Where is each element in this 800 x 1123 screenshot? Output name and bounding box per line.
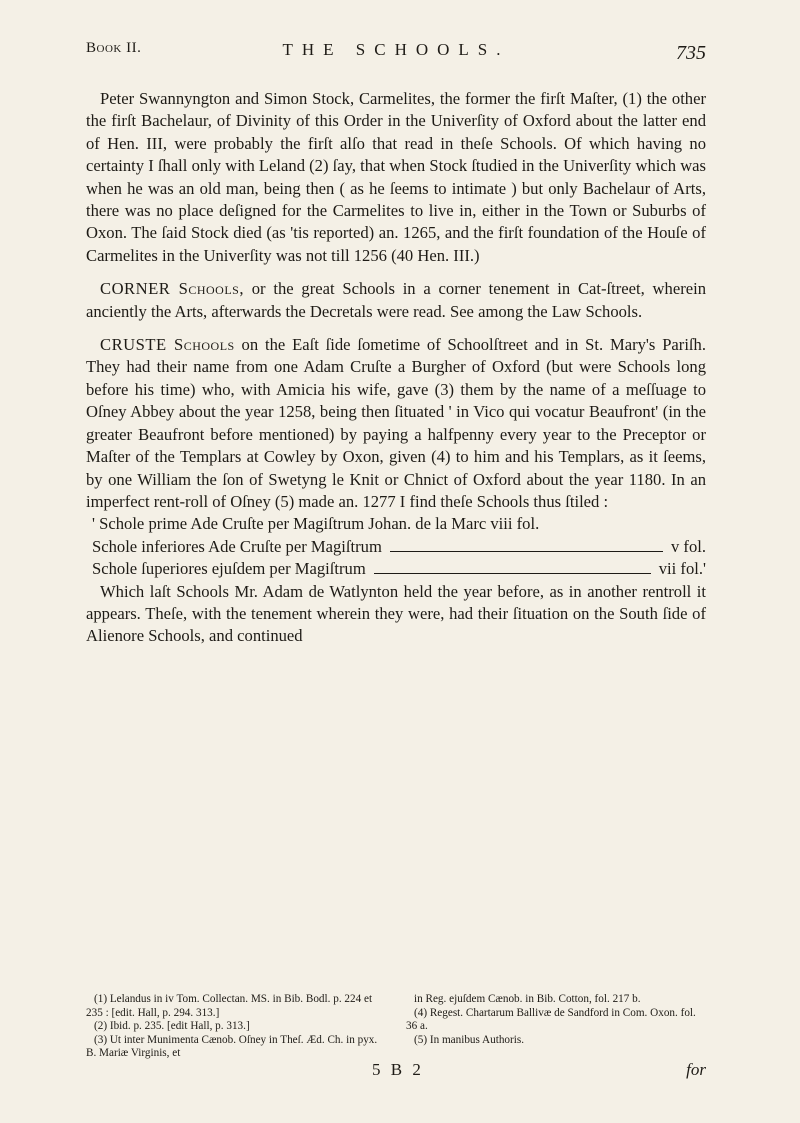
footnote: (2) Ibid. p. 235. [edit Hall, p. 313.] [94,1020,250,1033]
main-text [86,88,706,648]
signature-mark: 5 B 2 [372,1060,424,1079]
quote-text: ' Schole prime Ade Cruſte per Magiſtrum Johan. de la Marc viii fol. [92,514,540,534]
paragraph-text: Which laſt Schools Mr. Adam de Watlynton held the year before, as in another rentroll it appears. Theſe, with the tenement wherein they were, had their ſituation on the South ſide of Alienore Schools, and continued [86,581,706,646]
footnote: (4) Regest. Chartarum Ballivæ de Sandford in Com. Oxon. fol. 36 a. [406,1006,696,1033]
footnote: in Reg. ejuſdem Cænob. in Bib. Cotton, fol. 217 b. [414,993,641,1005]
footnotes-left [86,993,386,1061]
footnotes [86,993,706,1061]
quote-line [92,513,706,535]
paragraph-cruste-schools [86,334,706,513]
running-header [86,40,706,72]
book-label: Book II. [86,40,142,56]
quote-text: Schole ſuperiores ejuſdem per Magiſtrum [92,559,366,579]
page-number: 735 [676,42,706,64]
entry-heading: CRUSTE Schools [100,335,235,355]
footnote: (1) Lelandus in iv Tom. Collectan. MS. in Bib. Bodl. p. 224 et 235 : [edit. Hall, p. 294. 313.] [86,993,373,1019]
quote-tail: vii fol.' [658,559,706,579]
footnote: (5) In manibus Authoris. [414,1033,525,1046]
footnotes-right [406,993,706,1061]
paragraph-text: or the great Schools in a corner tenement in Cat-ſtreet, wherein anciently the Arts, afterwards the Decretals were read. See among the Law Schools. [86,279,706,321]
paragraph-corner-schools [86,278,706,323]
leader-dash [374,573,651,574]
quote-tail: v fol. [670,536,706,556]
paragraph-text: on the Eaſt ſide ſometime of Schoolſtreet and in St. Mary's Pariſh. They had their name from one Adam Cruſte a Burgher of Oxford (but were Schools long before his time) who, with Amicia his wife, gave (3) them by the name of a meſſuage to Oſney Abbey about the year 1258, being then ſituated ' in Vico qui vocatur Beaufront' (in the greater Beaufront before mentioned) by paying a halfpenny every year to the Preceptor or Maſter of the Templars at Cowley by Oxon, given (4) to him and his Templars, as it ſeems, by one William the ſon of Swetyng le Knit or Chnict of Oxford about the year 1180. In an imperfect rent-roll of Oſney (5) made an. 1277 I find theſe Schools thus ſtiled : [86,335,706,511]
running-title: THE SCHOOLS. [282,40,510,59]
page-footer [86,1060,706,1084]
quote-line [92,536,706,558]
entry-heading: CORNER Schools, [100,279,244,299]
catchword: for [686,1060,706,1079]
quote-line [92,558,706,580]
leader-dash [390,551,663,552]
footnote: (3) Ut inter Munimenta Cænob. Oſney in Theſ. Æd. Ch. in pyx. B. Mariæ Virginis, et [86,1033,378,1060]
rent-roll-quote [86,513,706,580]
paragraph-carmelites [86,88,706,267]
paragraph-text: Peter Swannyngton and Simon Stock, Carmelites, the former the firſt Maſter, (1) the other the firſt Bachelaur, of Divinity of this Order in the Univerſity of Oxford about the latter end of Hen. III, were probably the firſt alſo that read in theſe Schools. Of which having no certainty I ſhall only with Leland (2) ſay, that when Stock ſtudied in the Univerſity which was when he was an old man, being then ( as he ſeems to intimate ) but only Bachelaur of Arts, there was no place deſigned for the Carmelites to live in, either in the Town or Suburbs of Oxon. The ſaid Stock died (as 'tis reported) an. 1265, and the firſt foundation of the Houſe of Carmelites in the Univerſity was not till 1256 (40 Hen. III.) [86,89,706,265]
quote-text: Schole inferiores Ade Cruſte per Magiſtrum [92,536,382,556]
paragraph-closing [86,581,706,648]
